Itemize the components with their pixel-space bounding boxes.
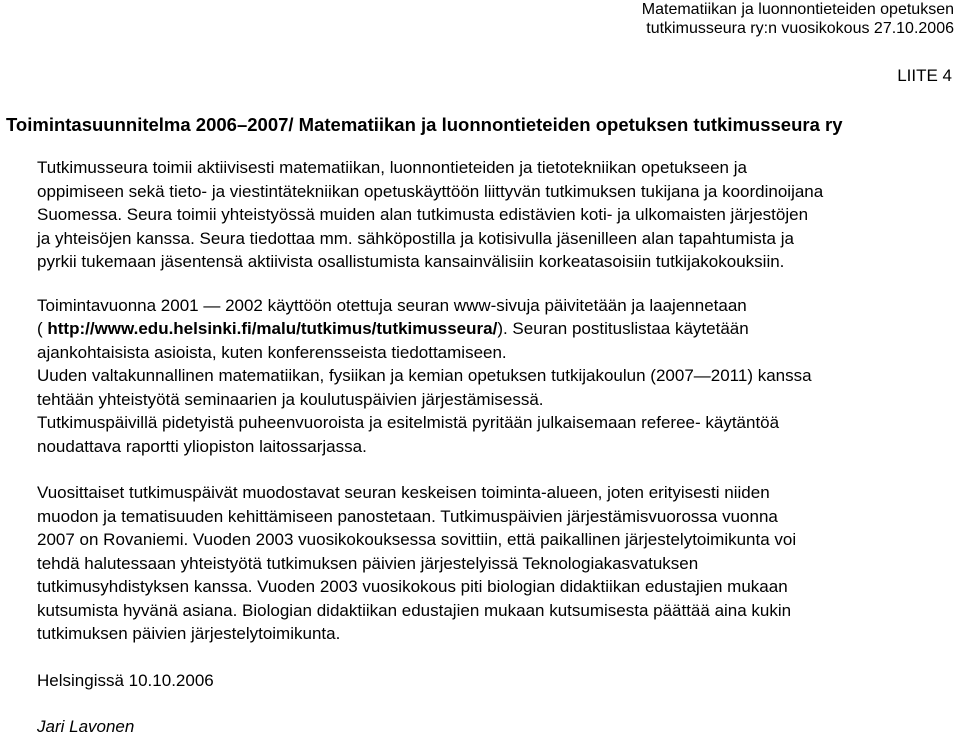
- text-line: ajankohtaisista asioista, kuten konferensseista tiedottamiseen.: [37, 342, 507, 362]
- text-line: muodon ja tematisuuden kehittämiseen panostetaan. Tutkimuspäivien järjestämisvuorossa vuonna: [37, 506, 778, 526]
- text-line: tehtään yhteistyötä seminaarien ja koulutuspäivien järjestämisessä.: [37, 389, 544, 409]
- text-fragment: (: [37, 319, 48, 338]
- text-line: 2007 on Rovaniemi. Vuoden 2003 vuosikokouksessa sovittiin, että paikallinen järjestelytoimikunta voi: [37, 530, 797, 549]
- appendix-label: LIITE 4: [897, 66, 952, 85]
- text-line: kutsumista hyvänä asiana. Biologian didaktiikan edustajien mukaan kutsumisesta päättää aina kukin: [37, 600, 792, 620]
- website-link[interactable]: http://www.edu.helsinki.fi/malu/tutkimus/tutkimusseura/: [47, 319, 498, 338]
- text-line: Toimintavuonna 2001 — 2002 käyttöön otettuja seuran www-sivuja päivitetään ja laajennetaan: [37, 295, 747, 315]
- text-line: [37, 317, 947, 341]
- paragraph-gap: [37, 646, 947, 669]
- signature: Jari Lavonen: [37, 717, 135, 736]
- document-header: [642, 0, 954, 38]
- text-line: Vuosittaiset tutkimuspäivät muodostavat seuran keskeisen toiminta-alueen, joten erityisesti niiden: [37, 483, 770, 502]
- text-line: ja yhteisöjen kanssa. Seura tiedottaa mm. sähköpostilla ja kotisivulla jäsenilleen alan tapahtumista ja: [37, 228, 794, 248]
- text-line: pyrkii tukemaan jäsentensä aktiivista osallistumista kansainvälisiin korkeatasoisiin tutkijakokouksiin.: [37, 252, 785, 271]
- paragraph: [37, 294, 947, 459]
- text-line: noudattava raportti yliopiston laitossarjassa.: [37, 436, 367, 456]
- header-line: tutkimusseura ry:n vuosikokous 27.10.2006: [646, 20, 954, 37]
- text-line: tehdä halutessaan yhteistyötä tutkimuksen päivien järjestelyissä Teknologiakasvatuksen: [37, 553, 699, 573]
- paragraph-gap: [37, 458, 947, 481]
- document-title: Toimintasuunnitelma 2006–2007/ Matematiikan ja luonnontieteiden opetuksen tutkimusseura ry: [6, 114, 843, 135]
- paragraph: [37, 481, 947, 646]
- header-line: Matematiikan ja luonnontieteiden opetuksen: [641, 1, 954, 18]
- place-date: Helsingissä 10.10.2006: [37, 670, 214, 690]
- text-line: Uuden valtakunnallinen matematiikan, fysiikan ja kemian opetuksen tutkijakoulun (2007—2011) kanssa: [37, 366, 812, 385]
- document-body: [37, 156, 947, 739]
- paragraph: [37, 156, 947, 274]
- paragraph-gap: [37, 692, 947, 715]
- text-line: Tutkimusseura toimii aktiivisesti matematiikan, luonnontieteiden ja tietotekniikan opetukseen ja: [37, 158, 747, 177]
- text-line: Tutkimuspäivillä pidetyistä puheenvuoroista ja esitelmistä pyritään julkaisemaan referee- käytäntöä: [37, 413, 780, 432]
- text-line: tutkimusyhdistyksen kanssa. Vuoden 2003 vuosikokous piti biologian didaktiikan edustajien mukaan: [37, 577, 788, 596]
- text-line: oppimiseen sekä tieto- ja viestintätekniikan opetuskäyttöön liittyvän tutkimuksen tukijana ja koordinoijana: [37, 181, 824, 201]
- text-line: tutkimuksen päivien järjestelytoimikunta.: [37, 624, 341, 643]
- text-line: Suomessa. Seura toimii yhteistyössä muiden alan tutkimusta edistävien koti- ja ulkomaisten järjestöjen: [37, 205, 809, 224]
- text-fragment: ). Seuran postituslistaa käytetään: [497, 319, 749, 338]
- paragraph-gap: [37, 274, 947, 294]
